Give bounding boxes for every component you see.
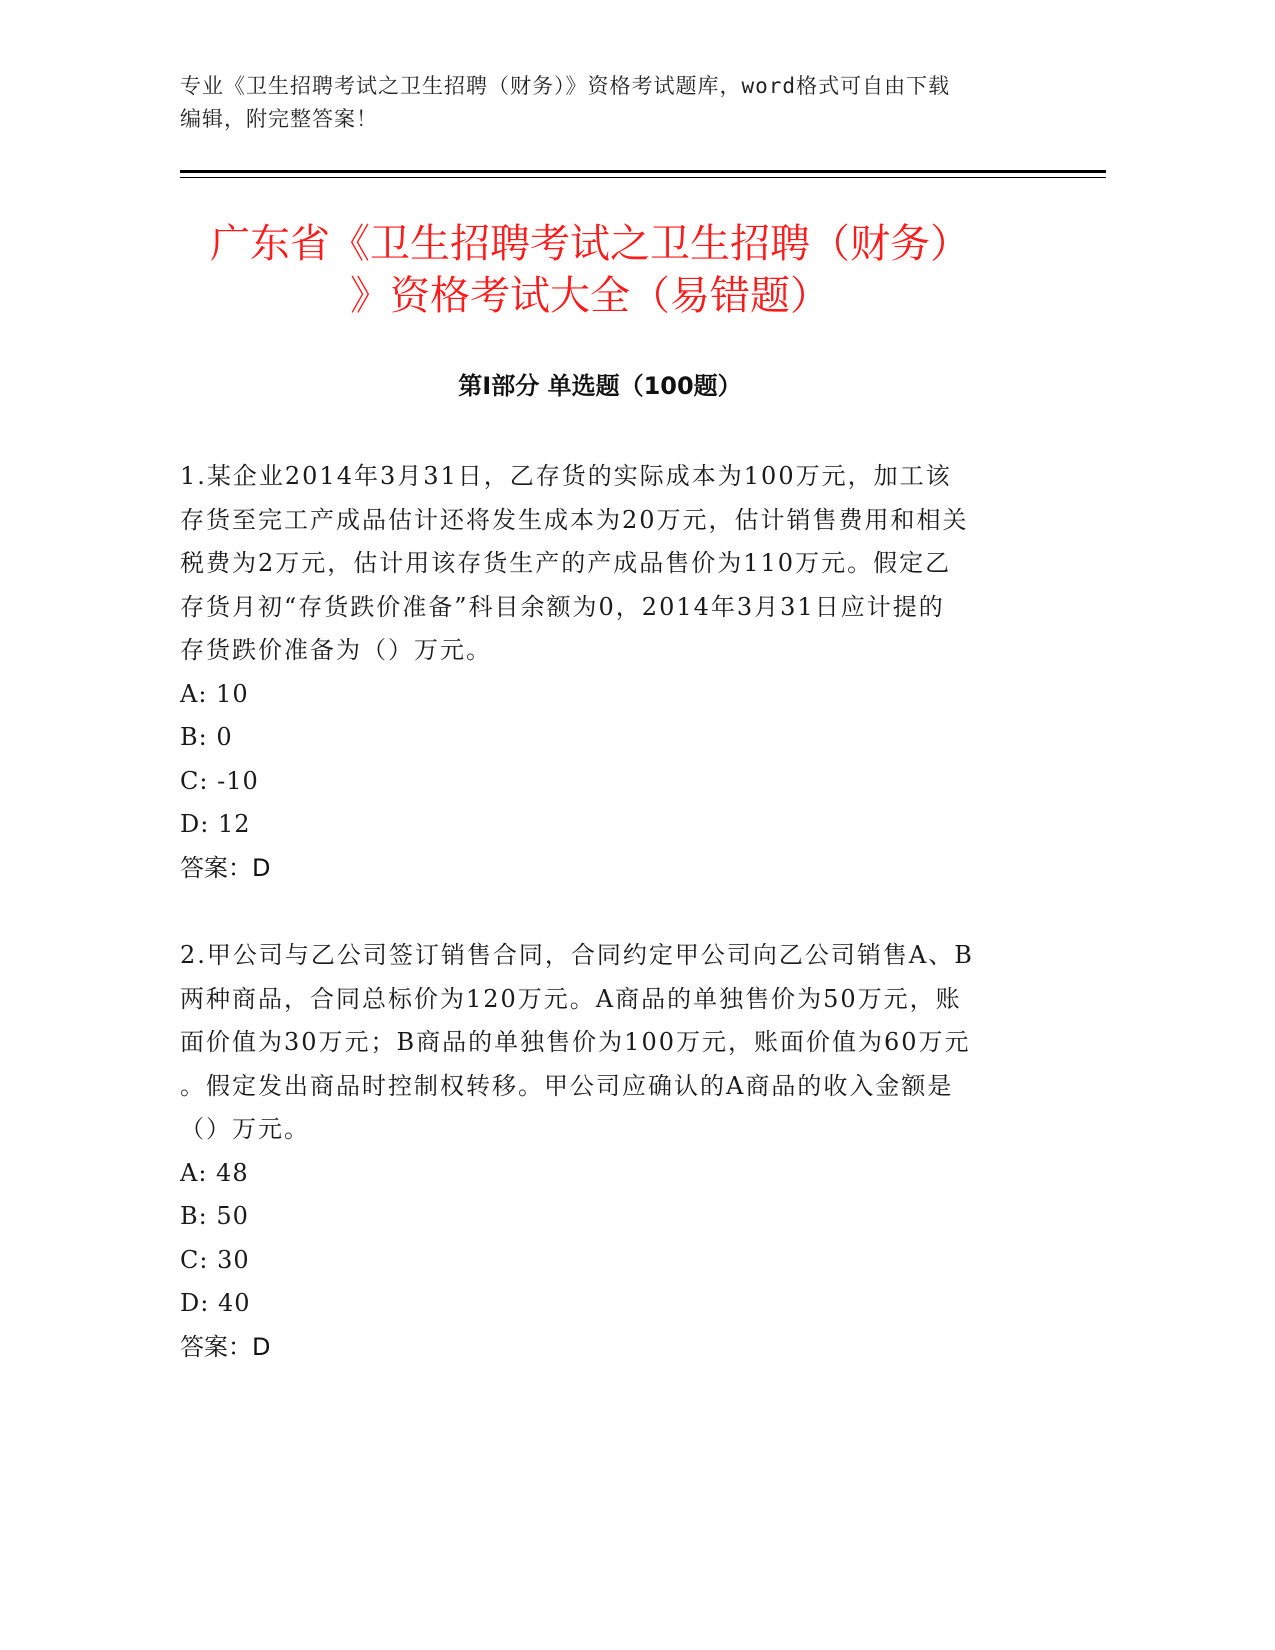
- header-note-line-1: 专业《卫生招聘考试之卫生招聘（财务）》资格考试题库，word格式可自由下载: [180, 74, 951, 98]
- option-c: C: 30: [180, 1245, 250, 1274]
- question-stem-line: 存货至完工产成品估计还将发生成本为20万元，估计销售费用和相关: [180, 505, 969, 534]
- header-note-line-2: 编辑，附完整答案！: [180, 107, 378, 131]
- header-divider-thick: [180, 170, 1106, 173]
- question-stem-line: 存货跌价准备为（）万元。: [180, 636, 492, 664]
- question-stem: [180, 455, 1040, 673]
- question-stem-line: 两种商品，合同总标价为120万元。A商品的单独售价为50万元，账: [180, 984, 962, 1013]
- question-stem-line: 1.某企业2014年3月31日，乙存货的实际成本为100万元，加工该: [180, 462, 952, 490]
- option-a: A: 10: [180, 679, 249, 708]
- header-divider-thin: [180, 177, 1106, 178]
- document-title-line-1: 广东省《卫生招聘考试之卫生招聘（财务）: [210, 221, 970, 267]
- option-d: D: 12: [180, 810, 251, 838]
- document-title: [160, 218, 1020, 322]
- option-b: B: 0: [180, 723, 233, 751]
- option-c: C: -10: [180, 766, 259, 795]
- question-2: [180, 934, 1040, 1369]
- answer-label: 答案：D: [180, 853, 271, 882]
- option-a: A: 48: [180, 1158, 249, 1187]
- question-stem-line: 税费为2万元，估计用该存货生产的产成品售价为110万元。假定乙: [180, 549, 952, 577]
- question-stem-line: （）万元。: [180, 1115, 310, 1143]
- question-stem-line: 。假定发出商品时控制权转移。甲公司应确认的A商品的收入金额是: [180, 1071, 954, 1100]
- document-title-line-2: 》资格考试大全（易错题）: [350, 273, 830, 319]
- question-stem-line: 2.甲公司与乙公司签订销售合同，合同约定甲公司向乙公司销售A、B: [180, 941, 974, 969]
- question-1: [180, 455, 1040, 890]
- section-title: 第Ⅰ部分 单选题（100题）: [458, 372, 742, 400]
- option-b: B: 50: [180, 1202, 249, 1230]
- question-stem-line: 存货月初“存货跌价准备”科目余额为0，2014年3月31日应计提的: [180, 592, 945, 621]
- question-stem: [180, 934, 1040, 1152]
- option-d: D: 40: [180, 1289, 251, 1317]
- header-note: [180, 70, 1060, 136]
- answer-label: 答案：D: [180, 1332, 271, 1361]
- question-stem-line: 面价值为30万元；B商品的单独售价为100万元，账面价值为60万元: [180, 1028, 971, 1056]
